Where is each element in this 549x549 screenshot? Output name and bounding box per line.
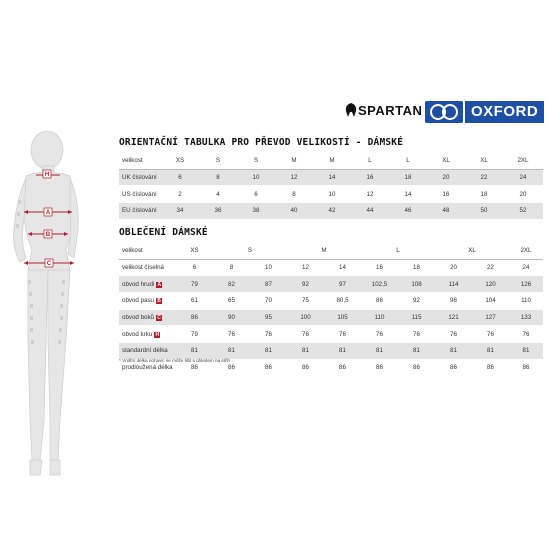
row-label bbox=[119, 276, 176, 293]
table-cell: 8 bbox=[213, 259, 250, 276]
table-cell: 61 bbox=[176, 293, 213, 310]
header-cell: S bbox=[199, 153, 237, 169]
header-cell: M bbox=[275, 153, 313, 169]
header-cell: XL bbox=[435, 243, 509, 259]
table-cell: 14 bbox=[313, 169, 351, 186]
table-cell: 95 bbox=[250, 309, 287, 326]
table-cell: 92 bbox=[287, 276, 324, 293]
table-cell: 42 bbox=[313, 203, 351, 220]
table-cell: 14 bbox=[324, 259, 361, 276]
table-cell: 18 bbox=[465, 186, 503, 203]
table-cell: 81 bbox=[435, 343, 472, 360]
table-cell: 76 bbox=[361, 326, 398, 343]
table-cell: 46 bbox=[389, 203, 427, 220]
header-cell: XS bbox=[161, 153, 199, 169]
footnote: * Vnitřní délka nohavic se může lišit s ohledem na střih bbox=[119, 358, 231, 363]
table-cell: 86 bbox=[361, 359, 398, 376]
spartan-logo bbox=[345, 103, 422, 118]
table-cell: 81 bbox=[472, 343, 509, 360]
table-cell: 102,5 bbox=[361, 276, 398, 293]
table-cell: 79 bbox=[176, 326, 213, 343]
clothing-table-header bbox=[119, 243, 543, 259]
table-cell: 52 bbox=[503, 203, 543, 220]
conversion-table bbox=[119, 153, 543, 220]
table-cell: 108 bbox=[398, 276, 435, 293]
table-cell: 110 bbox=[361, 309, 398, 326]
table-row bbox=[119, 276, 543, 293]
table-cell: 80,5 bbox=[324, 293, 361, 310]
table-cell: 86 bbox=[250, 359, 287, 376]
table-cell: 20 bbox=[503, 186, 543, 203]
spartan-wordmark: SPARTAN bbox=[358, 103, 423, 118]
table-cell: 34 bbox=[161, 203, 199, 220]
header-cell: S bbox=[213, 243, 287, 259]
measurement-badge: B bbox=[157, 298, 161, 305]
measurement-badge: A bbox=[157, 281, 162, 288]
table-cell: 86 bbox=[398, 359, 435, 376]
table-row bbox=[119, 343, 543, 360]
table-cell: 24 bbox=[503, 169, 543, 186]
row-label: standardní délka bbox=[119, 343, 176, 360]
table-cell: 133 bbox=[509, 309, 543, 326]
oxford-mark-icon bbox=[425, 101, 463, 123]
table-cell: 10 bbox=[313, 186, 351, 203]
clothing-table-title: OBLEČENÍ DÁMSKÉ bbox=[119, 227, 208, 238]
table-row bbox=[119, 169, 543, 186]
row-label: velikost číselná bbox=[119, 259, 176, 276]
table-cell: 98 bbox=[435, 293, 472, 310]
table-cell: 12 bbox=[275, 169, 313, 186]
header-cell: L bbox=[361, 243, 435, 259]
row-label bbox=[119, 309, 176, 326]
table-cell: 76 bbox=[213, 326, 250, 343]
table-cell: 76 bbox=[435, 326, 472, 343]
row-label-text: obvod krku bbox=[122, 330, 153, 338]
row-label bbox=[119, 293, 176, 310]
table-cell: 2 bbox=[161, 186, 199, 203]
table-cell: 87 bbox=[250, 276, 287, 293]
marker-b: B bbox=[45, 232, 51, 239]
table-cell: 121 bbox=[435, 309, 472, 326]
table-cell: 86 bbox=[509, 359, 543, 376]
table-cell: 120 bbox=[472, 276, 509, 293]
conversion-table-title: ORIENTAČNÍ TABULKA PRO PŘEVOD VELIKOSTÍ - DÁMSKÉ bbox=[119, 137, 404, 148]
row-label-text: obvod pasu bbox=[122, 297, 154, 305]
row-label: UK číslování bbox=[119, 169, 161, 186]
table-cell: 70 bbox=[250, 293, 287, 310]
table-cell: 81 bbox=[398, 343, 435, 360]
marker-a: A bbox=[45, 210, 51, 217]
table-cell: 92 bbox=[398, 293, 435, 310]
row-label: prodloužená délka bbox=[119, 359, 176, 376]
table-cell: 81 bbox=[176, 343, 213, 360]
table-cell: 20 bbox=[435, 259, 472, 276]
header-cell: L bbox=[389, 153, 427, 169]
row-label: US číslování bbox=[119, 186, 161, 203]
header-cell: XL bbox=[427, 153, 465, 169]
table-cell: 12 bbox=[287, 259, 324, 276]
table-cell: 16 bbox=[351, 169, 389, 186]
row-label: EU číslování bbox=[119, 203, 161, 220]
table-cell: 22 bbox=[465, 169, 503, 186]
table-cell: 14 bbox=[389, 186, 427, 203]
table-cell: 86 bbox=[324, 359, 361, 376]
table-cell: 86 bbox=[472, 359, 509, 376]
table-cell: 90 bbox=[213, 309, 250, 326]
marker-c: C bbox=[46, 261, 52, 268]
table-cell: 86 bbox=[435, 359, 472, 376]
table-cell: 12 bbox=[351, 186, 389, 203]
table-row bbox=[119, 309, 543, 326]
table-cell: 76 bbox=[287, 326, 324, 343]
table-cell: 36 bbox=[199, 203, 237, 220]
table-cell: 82 bbox=[213, 276, 250, 293]
table-cell: 81 bbox=[250, 343, 287, 360]
table-cell: 76 bbox=[509, 326, 543, 343]
table-cell: 20 bbox=[427, 169, 465, 186]
table-cell: 110 bbox=[509, 293, 543, 310]
oxford-logo bbox=[425, 101, 544, 123]
measurement-badge: H bbox=[155, 331, 160, 338]
oxford-wordmark: OXFORD bbox=[465, 101, 544, 123]
table-cell: 22 bbox=[472, 259, 509, 276]
header-cell: M bbox=[287, 243, 361, 259]
spartan-helmet-icon bbox=[345, 103, 357, 117]
table-row bbox=[119, 326, 543, 343]
table-cell: 6 bbox=[237, 186, 275, 203]
header-cell: 2XL bbox=[503, 153, 543, 169]
table-cell: 10 bbox=[237, 169, 275, 186]
marker-h: H bbox=[44, 172, 50, 179]
table-cell: 8 bbox=[199, 169, 237, 186]
measurement-badge: C bbox=[157, 315, 161, 322]
table-cell: 86 bbox=[287, 359, 324, 376]
row-label-text: obvod hrudi bbox=[122, 280, 155, 288]
table-cell: 126 bbox=[509, 276, 543, 293]
table-cell: 76 bbox=[472, 326, 509, 343]
table-cell: 18 bbox=[398, 259, 435, 276]
table-cell: 81 bbox=[213, 343, 250, 360]
header-cell: XS bbox=[176, 243, 213, 259]
header-cell: L bbox=[351, 153, 389, 169]
table-cell: 81 bbox=[324, 343, 361, 360]
table-cell: 104 bbox=[472, 293, 509, 310]
table-row bbox=[119, 203, 543, 220]
header-cell: 2XL bbox=[509, 243, 543, 259]
table-cell: 86 bbox=[213, 359, 250, 376]
table-cell: 24 bbox=[509, 259, 543, 276]
table-cell: 16 bbox=[361, 259, 398, 276]
table-cell: 48 bbox=[427, 203, 465, 220]
table-cell: 86 bbox=[361, 293, 398, 310]
table-cell: 38 bbox=[237, 203, 275, 220]
header-cell: XL bbox=[465, 153, 503, 169]
table-row bbox=[119, 259, 543, 276]
table-cell: 105 bbox=[324, 309, 361, 326]
table-cell: 75 bbox=[287, 293, 324, 310]
table-cell: 81 bbox=[287, 343, 324, 360]
table-cell: 10 bbox=[250, 259, 287, 276]
table-row bbox=[119, 293, 543, 310]
table-cell: 114 bbox=[435, 276, 472, 293]
row-label bbox=[119, 326, 176, 343]
table-cell: 81 bbox=[361, 343, 398, 360]
header-cell: S bbox=[237, 153, 275, 169]
table-cell: 44 bbox=[351, 203, 389, 220]
table-cell: 100 bbox=[287, 309, 324, 326]
table-cell: 18 bbox=[389, 169, 427, 186]
table-cell: 86 bbox=[176, 309, 213, 326]
table-cell: 97 bbox=[324, 276, 361, 293]
table-cell: 76 bbox=[398, 326, 435, 343]
conversion-table-header bbox=[119, 153, 543, 169]
header-cell: velikost bbox=[119, 243, 176, 259]
table-cell: 8 bbox=[275, 186, 313, 203]
row-label-text: obvod boků bbox=[122, 314, 154, 322]
table-cell: 115 bbox=[398, 309, 435, 326]
table-cell: 40 bbox=[275, 203, 313, 220]
table-cell: 6 bbox=[176, 259, 213, 276]
table-row bbox=[119, 186, 543, 203]
clothing-table bbox=[119, 243, 543, 377]
table-cell: 6 bbox=[161, 169, 199, 186]
table-cell: 65 bbox=[213, 293, 250, 310]
header-cell: M bbox=[313, 153, 351, 169]
table-cell: 16 bbox=[427, 186, 465, 203]
table-cell: 76 bbox=[324, 326, 361, 343]
table-cell: 79 bbox=[176, 276, 213, 293]
table-cell: 76 bbox=[250, 326, 287, 343]
table-cell: 86 bbox=[176, 359, 213, 376]
table-cell: 4 bbox=[199, 186, 237, 203]
body-measurement-figure bbox=[0, 130, 120, 545]
header-cell: velikost bbox=[119, 153, 161, 169]
table-cell: 127 bbox=[472, 309, 509, 326]
table-cell: 50 bbox=[465, 203, 503, 220]
table-cell: 81 bbox=[509, 343, 543, 360]
